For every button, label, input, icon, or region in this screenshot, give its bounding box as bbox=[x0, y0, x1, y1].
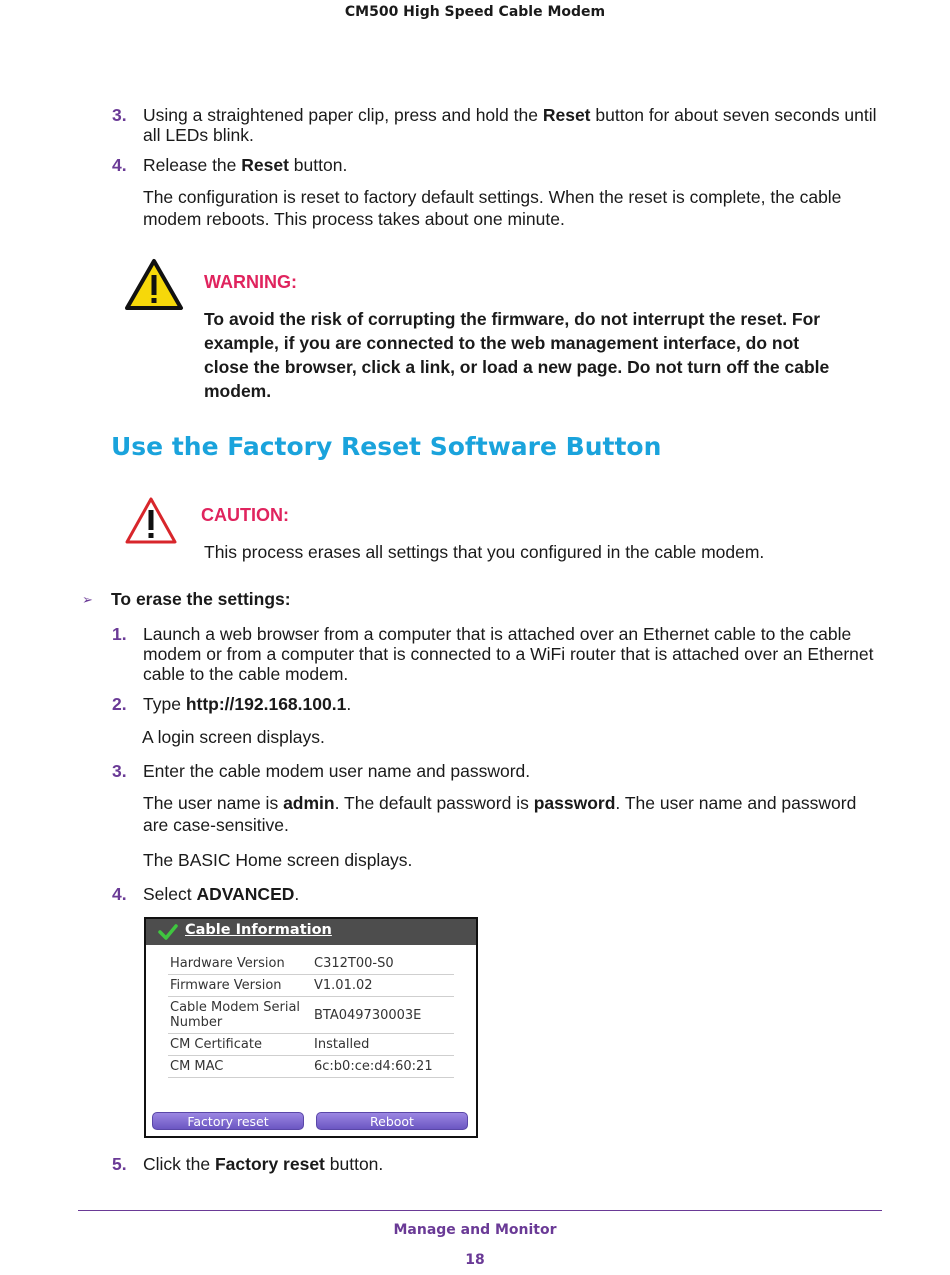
row-value: 6c:b0:ce:d4:60:21 bbox=[312, 1056, 454, 1078]
footer-section-title: Manage and Monitor bbox=[393, 1222, 557, 1238]
step-number: 3. bbox=[112, 761, 127, 781]
table-row bbox=[168, 975, 454, 997]
proc-step-5 bbox=[112, 1154, 882, 1174]
green-check-icon bbox=[158, 923, 178, 941]
warning-body: To avoid the risk of corrupting the firmware, do not interrupt the reset. For example, if you are connected to the web management interface, do not close the browser, click a link, or load a new page. Do not turn off the cable modem. bbox=[204, 309, 830, 401]
step-text: Release the Reset button. bbox=[143, 155, 348, 175]
table-row bbox=[168, 1034, 454, 1056]
login-note: A login screen displays. bbox=[142, 727, 325, 747]
step-number: 4. bbox=[112, 155, 127, 175]
row-key: Cable Modem Serial Number bbox=[168, 997, 312, 1034]
row-key: Firmware Version bbox=[168, 975, 312, 997]
step-number: 2. bbox=[112, 694, 127, 714]
caution-triangle-red-icon bbox=[124, 496, 178, 546]
step-text: Type http://192.168.100.1. bbox=[143, 694, 352, 714]
footer-divider bbox=[78, 1210, 882, 1211]
step-text: Using a straightened paper clip, press and hold the Reset button for about seven seconds until all LEDs blink. bbox=[143, 105, 877, 145]
row-value: V1.01.02 bbox=[312, 975, 454, 997]
running-header: CM500 High Speed Cable Modem bbox=[344, 4, 606, 20]
basic-home-note: The BASIC Home screen displays. bbox=[143, 850, 413, 870]
step-text: Click the Factory reset button. bbox=[143, 1154, 384, 1174]
procedure-arrow-icon: ➢ bbox=[82, 592, 93, 607]
caution-label: CAUTION: bbox=[201, 505, 289, 525]
proc-step-2 bbox=[112, 694, 882, 714]
factory-reset-button[interactable]: Factory reset bbox=[152, 1112, 304, 1130]
cable-info-table bbox=[168, 953, 454, 1078]
step-number: 4. bbox=[112, 884, 127, 904]
proc-step-3 bbox=[112, 761, 882, 781]
proc-step-1 bbox=[112, 624, 882, 684]
row-key: Hardware Version bbox=[168, 953, 312, 975]
cable-information-screenshot bbox=[144, 917, 478, 1138]
step-text: Select ADVANCED. bbox=[143, 884, 300, 904]
step-text: Launch a web browser from a computer that is attached over an Ethernet cable to the cable modem or from a computer that is connected to a WiFi router that is attached over an Ethernet cable to the cable modem. bbox=[143, 624, 874, 684]
table-row bbox=[168, 953, 454, 975]
step-3-paperclip bbox=[112, 105, 882, 145]
warning-triangle-yellow-icon bbox=[124, 258, 184, 312]
credentials-note: The user name is admin. The default password is password. The user name and password are case-sensitive. bbox=[143, 793, 857, 835]
step-number: 3. bbox=[112, 105, 127, 125]
step-4-release bbox=[112, 155, 882, 175]
cable-info-title-bar bbox=[146, 919, 476, 945]
proc-step-4 bbox=[112, 884, 882, 904]
reboot-button[interactable]: Reboot bbox=[316, 1112, 468, 1130]
row-key: CM Certificate bbox=[168, 1034, 312, 1056]
cable-info-title[interactable]: Cable Information bbox=[185, 922, 332, 938]
caution-body: This process erases all settings that you configured in the cable modem. bbox=[204, 542, 765, 562]
step-text: Enter the cable modem user name and password. bbox=[143, 761, 531, 781]
page-number: 18 bbox=[465, 1252, 485, 1268]
procedure-title: To erase the settings: bbox=[111, 589, 291, 609]
row-value: BTA049730003E bbox=[312, 997, 454, 1034]
step-number: 1. bbox=[112, 624, 127, 644]
reset-note: The configuration is reset to factory default settings. When the reset is complete, the cable modem reboots. This process takes about one minute. bbox=[143, 187, 842, 229]
table-row bbox=[168, 1056, 454, 1078]
row-key: CM MAC bbox=[168, 1056, 312, 1078]
section-heading: Use the Factory Reset Software Button bbox=[111, 432, 662, 461]
warning-label: WARNING: bbox=[204, 272, 297, 292]
row-value: Installed bbox=[312, 1034, 454, 1056]
table-row bbox=[168, 997, 454, 1034]
row-value: C312T00-S0 bbox=[312, 953, 454, 975]
step-number: 5. bbox=[112, 1154, 127, 1174]
